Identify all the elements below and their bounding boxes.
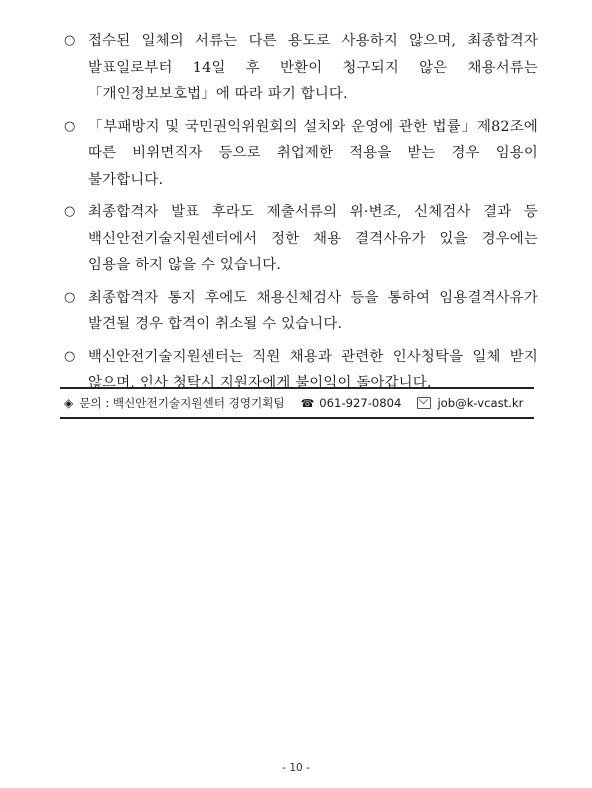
notice-text: 최종합격자 발표 후라도 제출서류의 위·변조, 신체검사 결과 등 백신안전기술지원센터에서 정한 채용 결격사유가 있을 경우에는 임용을 하지 않을 수 있습니다. — [88, 204, 538, 273]
notice-text: 최종합격자 통지 후에도 채용신체검사 등을 통하여 임용결격사유가 발견될 경우 합격이 취소될 수 있습니다. — [88, 289, 538, 332]
notice-item — [60, 199, 538, 279]
circle-bullet-icon: ○ — [64, 204, 76, 219]
notice-item — [60, 28, 538, 108]
circle-bullet-icon: ○ — [64, 33, 76, 48]
phone-icon: ☎ — [300, 396, 315, 410]
notice-text: 접수된 일체의 서류는 다른 용도로 사용하지 않으며, 최종합격자 발표일로부터 14일 후 반환이 청구되지 않은 채용서류는 「개인정보보호법」에 따라 파기 합니다. — [88, 33, 538, 102]
circle-bullet-icon: ○ — [64, 289, 76, 305]
notice-item — [60, 114, 538, 194]
contact-phone: 061-927-0804 — [319, 396, 402, 410]
circle-bullet-icon: ○ — [64, 118, 76, 134]
contact-bar — [60, 387, 534, 419]
notice-list — [60, 28, 538, 403]
page-number: - 10 - — [282, 762, 310, 774]
diamond-icon: ◈ — [64, 396, 74, 410]
circle-bullet-icon: ○ — [64, 348, 76, 364]
notice-item — [60, 285, 538, 338]
mail-icon — [417, 397, 431, 409]
notice-text: 「부패방지 및 국민권익위원회의 설치와 운영에 관한 법률」제82조에 따른 비위면직자 등으로 취업제한 적용을 받는 경우 임용이 불가합니다. — [88, 118, 538, 188]
notice-text: 백신안전기술지원센터는 직원 채용과 관련한 인사청탁을 일체 받지 않으며, 인사 청탁시 지원자에게 불이익이 돌아갑니다. — [88, 348, 538, 391]
contact-label: 문의 : 백신안전기술지원센터 경영기획팀 — [79, 396, 285, 410]
contact-email[interactable]: job@k-vcast.kr — [437, 396, 524, 410]
